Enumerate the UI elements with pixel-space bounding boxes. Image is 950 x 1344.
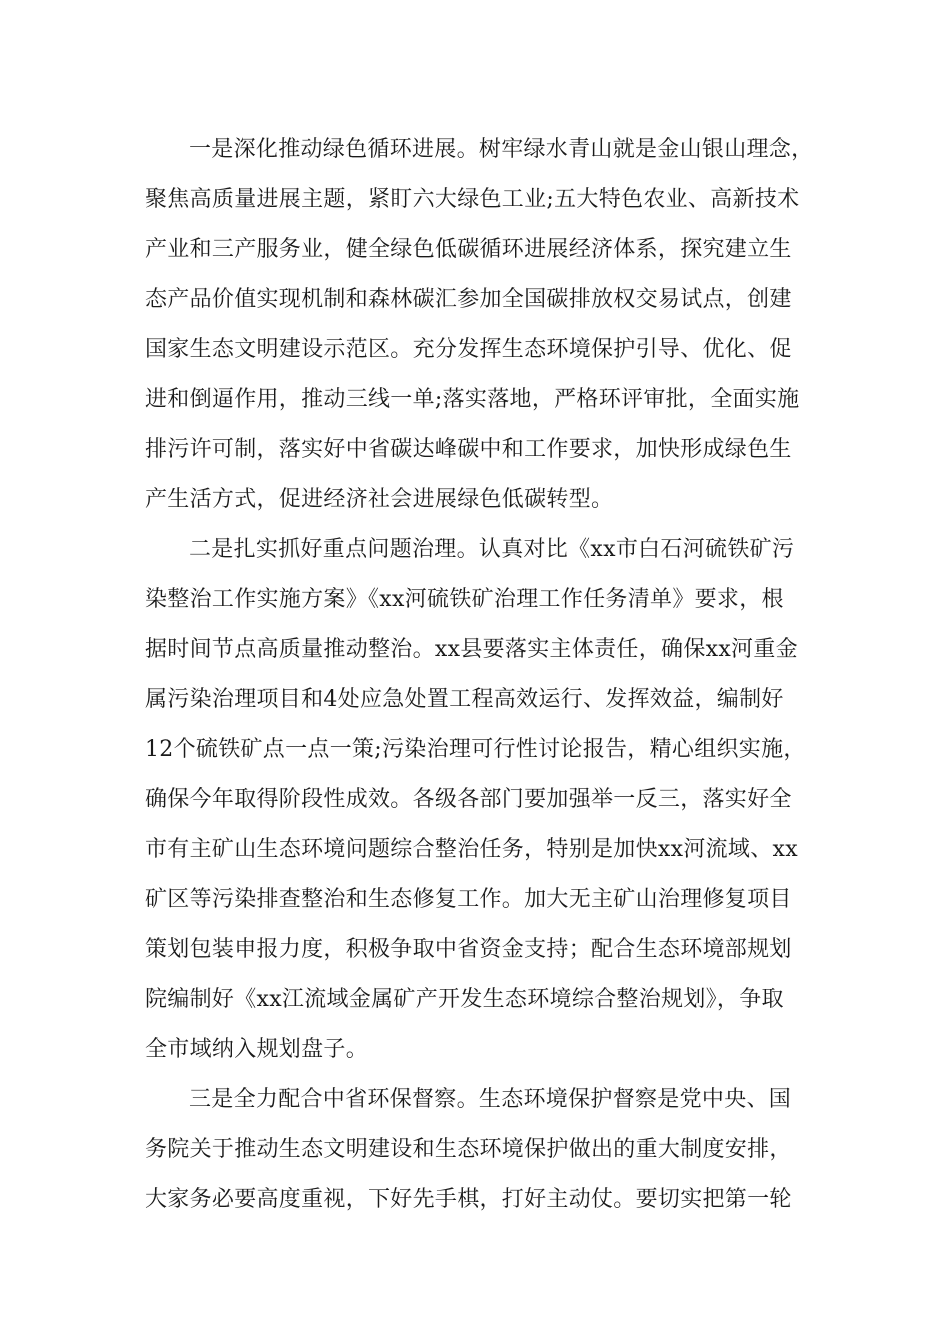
paragraph-1 xyxy=(145,125,825,525)
paragraph-line: 国家生态文明建设示范区。充分发挥生态环境保护引导、优化、促 xyxy=(145,337,792,362)
paragraph-line: 12个硫铁矿点一点一策;污染治理可行性讨论报告，精心组织实施， xyxy=(145,737,806,762)
paragraph-line: 据时间节点高质量推动整治。xx县要落实主体责任，确保xx河重金 xyxy=(145,637,798,662)
paragraph-line: 态产品价值实现机制和森林碳汇参加全国碳排放权交易试点，创建 xyxy=(145,287,792,312)
paragraph-line: 聚焦高质量进展主题，紧盯六大绿色工业;五大特色农业、高新技术 xyxy=(145,187,800,212)
paragraph-line: 属污染治理项目和4处应急处置工程高效运行、发挥效益，编制好 xyxy=(145,687,784,712)
paragraph-line: 二是扎实抓好重点问题治理。认真对比《xx市白石河硫铁矿污 xyxy=(189,537,795,562)
paragraph-line: 一是深化推动绿色循环进展。树牢绿水青山就是金山银山理念， xyxy=(189,137,814,162)
paragraph-3 xyxy=(145,1075,825,1225)
paragraph-line: 三是全力配合中省环保督察。生态环境保护督察是党中央、国 xyxy=(189,1087,792,1112)
paragraph-line: 务院关于推动生态文明建设和生态环境保护做出的重大制度安排， xyxy=(145,1137,792,1162)
paragraph-line: 产生活方式，促进经济社会进展绿色低碳转型。 xyxy=(145,487,614,512)
paragraph-line: 进和倒逼作用，推动三线一单;落实落地，严格环评审批，全面实施 xyxy=(145,387,800,412)
paragraph-line: 染整治工作实施方案》《xx河硫铁矿治理工作任务清单》要求，根 xyxy=(145,587,784,612)
paragraph-line: 全市域纳入规划盘子。 xyxy=(145,1037,369,1062)
paragraph-line: 确保今年取得阶段性成效。各级各部门要加强举一反三，落实好全 xyxy=(145,787,792,812)
paragraph-line: 院编制好《xx江流域金属矿产开发生态环境综合整治规划》，争取 xyxy=(145,987,784,1012)
paragraph-line: 产业和三产服务业，健全绿色低碳循环进展经济体系，探究建立生 xyxy=(145,237,792,262)
paragraph-line: 排污许可制，落实好中省碳达峰碳中和工作要求，加快形成绿色生 xyxy=(145,437,792,462)
paragraph-line: 大家务必要高度重视，下好先手棋，打好主动仗。要切实把第一轮 xyxy=(145,1187,792,1212)
paragraph-line: 策划包装申报力度，积极争取中省资金支持；配合生态环境部规划 xyxy=(145,937,792,962)
paragraph-line: 市有主矿山生态环境问题综合整治任务，特别是加快xx河流域、xx xyxy=(145,837,798,862)
paragraph-line: 矿区等污染排查整治和生态修复工作。加大无主矿山治理修复项目 xyxy=(145,887,792,912)
paragraph-2 xyxy=(145,525,825,1075)
